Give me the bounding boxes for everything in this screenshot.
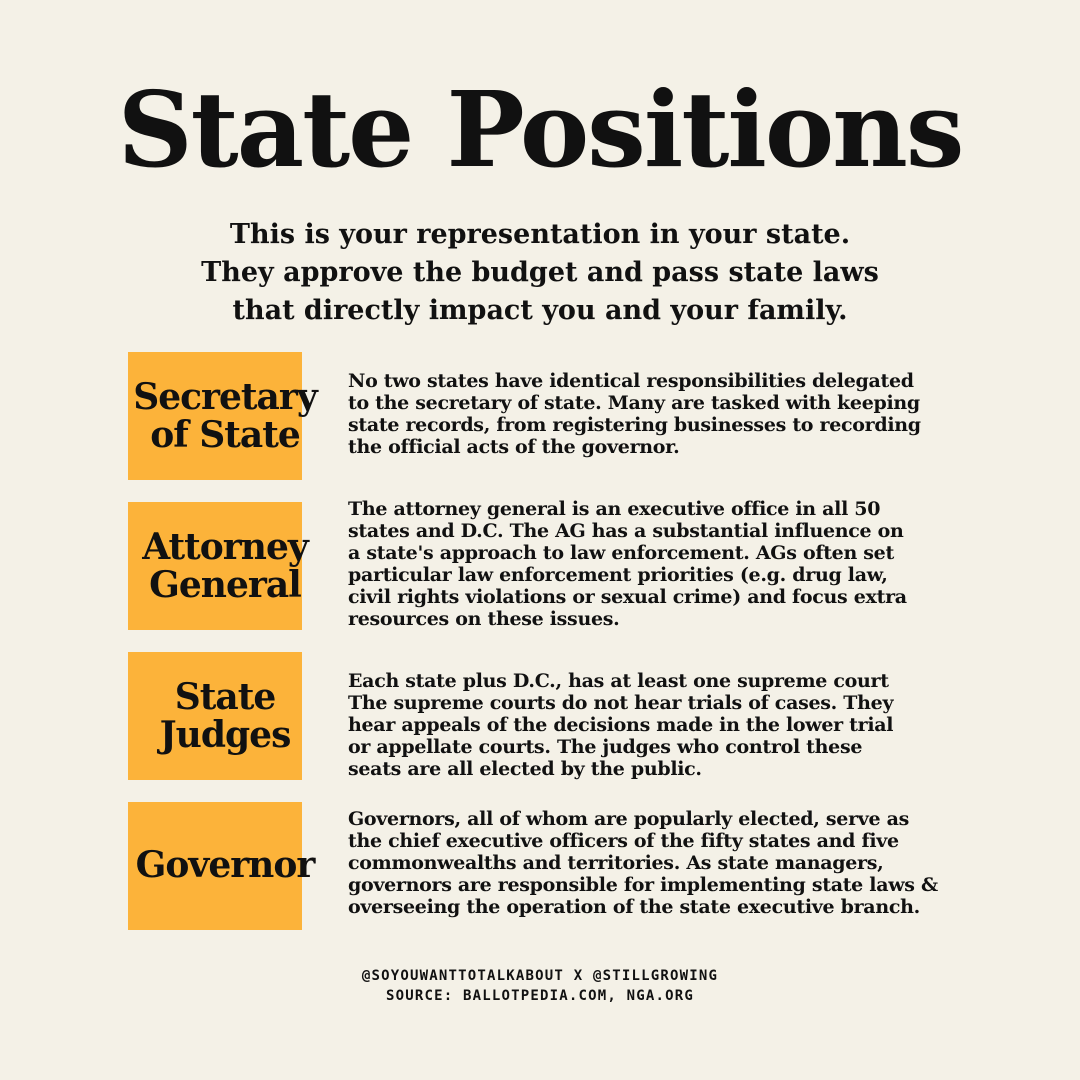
position-description [348, 670, 988, 780]
subtitle-line: that directly impact you and your family. [232, 295, 848, 326]
description-line: or appellate courts. The judges who control these [348, 736, 863, 758]
subtitle [140, 216, 940, 330]
description-line: the chief executive officers of the fifty states and five [348, 830, 899, 852]
description-line: overseeing the operation of the state executive branch. [348, 896, 920, 918]
page-title: State Positions [117, 68, 963, 191]
description-line: Governors, all of whom are popularly elected, serve as [348, 808, 910, 830]
description-line: civil rights violations or sexual crime) and focus extra [348, 586, 907, 608]
position-label-line: State [174, 676, 276, 718]
description-line: hear appeals of the decisions made in the lower trial [348, 714, 894, 736]
footer [0, 966, 1080, 1006]
position-description [348, 808, 988, 918]
description-line: Each state plus D.C., has at least one supreme court [348, 670, 889, 692]
position-description [348, 370, 988, 458]
position-label-line: Attorney [142, 526, 308, 568]
position-label-line: Secretary [133, 376, 317, 418]
position-label [110, 678, 340, 754]
position-label [110, 528, 340, 604]
position-label-line: Governor [135, 844, 315, 886]
description-line: the official acts of the governor. [348, 436, 680, 458]
position-description [348, 498, 988, 630]
description-line: states and D.C. The AG has a substantial influence on [348, 520, 904, 542]
description-line: The attorney general is an executive office in all 50 [348, 498, 881, 520]
description-line: seats are all elected by the public. [348, 758, 702, 780]
position-label [110, 846, 340, 884]
description-line: The supreme courts do not hear trials of cases. They [348, 692, 894, 714]
description-line: governors are responsible for implementing state laws & [348, 874, 938, 896]
position-label [110, 378, 340, 454]
description-line: No two states have identical responsibilities delegated [348, 370, 914, 392]
position-label-line: General [149, 564, 301, 606]
description-line: state records, from registering businesses to recording [348, 414, 921, 436]
description-line: to the secretary of state. Many are tasked with keeping [348, 392, 920, 414]
credit-line: @SOYOUWANTTOTALKABOUT X @STILLGROWING [361, 968, 719, 984]
position-label-line: Judges [159, 714, 291, 756]
source-line: SOURCE: BALLOTPEDIA.COM, NGA.ORG [385, 988, 695, 1004]
position-label-line: of State [150, 414, 300, 456]
subtitle-line: They approve the budget and pass state laws [201, 257, 879, 288]
description-line: commonwealths and territories. As state managers, [348, 852, 884, 874]
description-line: particular law enforcement priorities (e.g. drug law, [348, 564, 888, 586]
description-line: resources on these issues. [348, 608, 620, 630]
description-line: a state's approach to law enforcement. AGs often set [348, 542, 894, 564]
subtitle-line: This is your representation in your state. [229, 219, 851, 250]
